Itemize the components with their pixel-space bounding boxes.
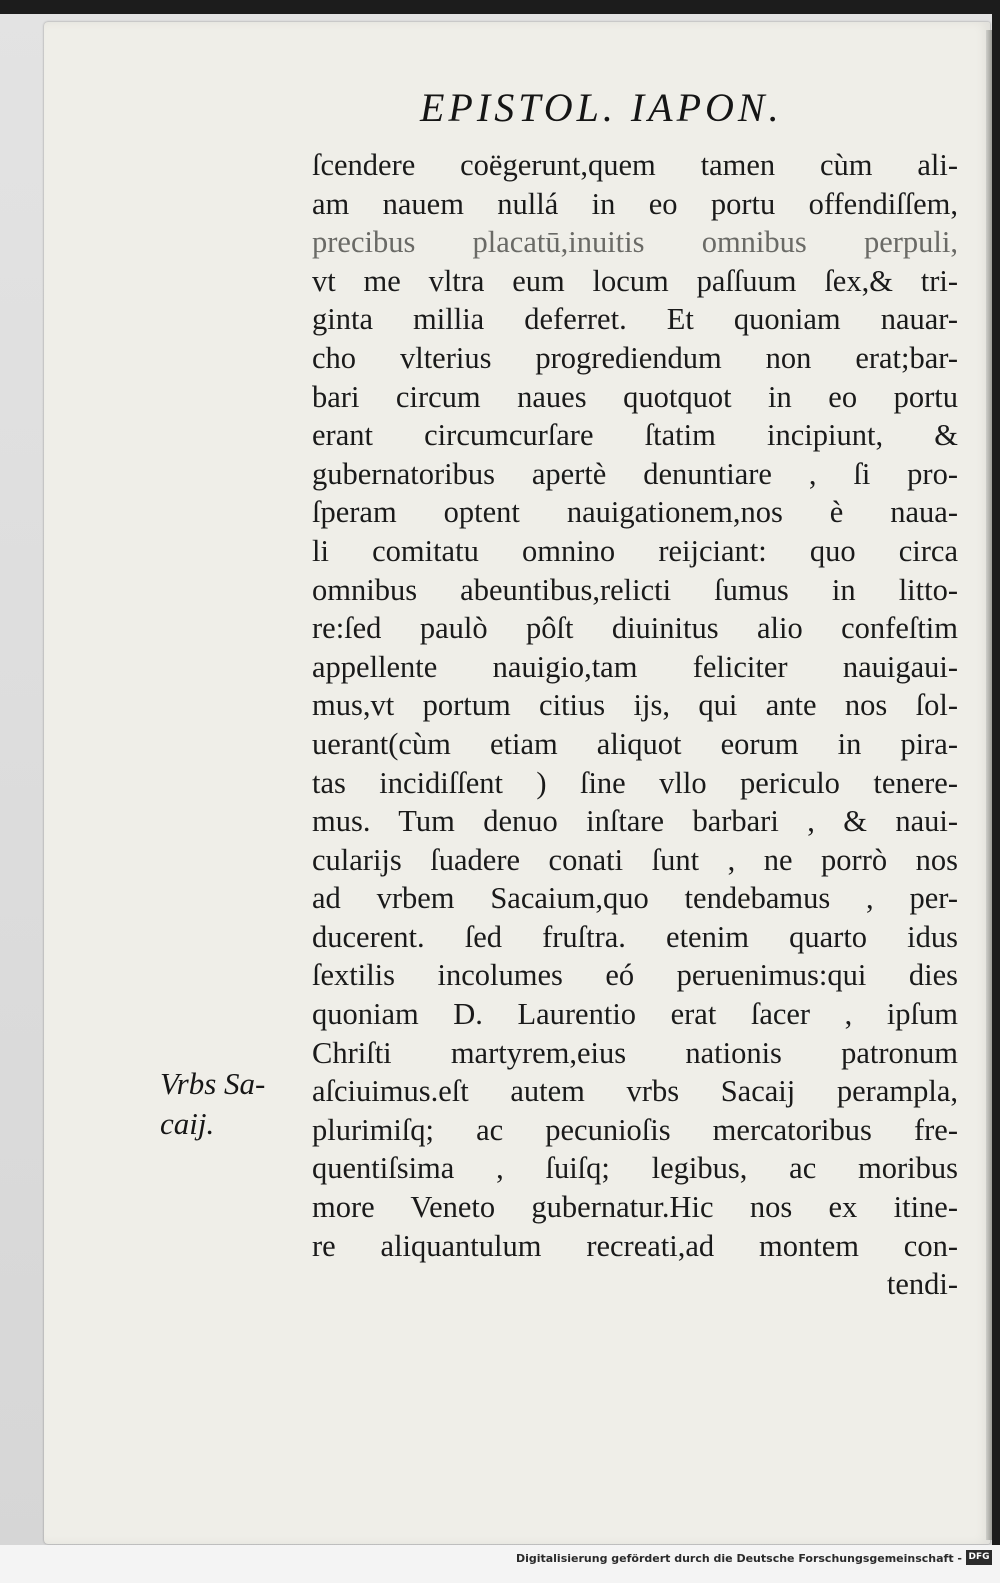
text-line: more Veneto gubernatur.Hic nos ex itine- xyxy=(312,1190,958,1225)
text-line: ſextilis incolumes eó peruenimus:qui dies xyxy=(312,958,958,993)
text-line: ad vrbem Sacaium,quo tendebamus , per- xyxy=(312,881,958,916)
text-line: aſciuimus.eſt autem vrbs Sacaij perampla, xyxy=(312,1074,958,1109)
text-line: re:ſed paulò pôſt diuinitus alio confeſtim xyxy=(312,611,958,646)
text-line: ſperam optent nauigationem,nos è naua- xyxy=(312,495,958,530)
text-line: am nauem nullá in eo portu offendiſſem, xyxy=(312,186,958,221)
marginal-note-line: Vrbs Sa- xyxy=(160,1066,266,1101)
text-line: plurimiſq; ac pecunioſis mercatoribus fre- xyxy=(312,1112,958,1147)
text-line: erant circumcurſare ſtatim incipiunt, & xyxy=(312,418,958,453)
digitization-credit: Digitalisierung gefördert durch die Deutsche Forschungsgemeinschaft - xyxy=(515,1552,962,1565)
text-line: Chriſti martyrem,eius nationis patronum xyxy=(312,1035,958,1070)
text-line: bari circum naues quotquot in eo portu xyxy=(312,379,958,414)
catchword: tendi- xyxy=(886,1267,958,1302)
text-line: uerant(cùm etiam aliquot eorum in pira- xyxy=(312,726,958,761)
text-line: ſcendere coëgerunt,quem tamen cùm ali- xyxy=(312,148,958,182)
marginal-note xyxy=(160,1064,300,1144)
text-line: ducerent. ſed fruſtra. etenim quarto idus xyxy=(312,919,958,954)
text-line: cho vlterius progrediendum non erat;bar- xyxy=(312,340,958,375)
dfg-logo: DFG xyxy=(966,1550,992,1565)
scan-top-border xyxy=(0,0,1000,14)
text-line: tas incidiſſent ) ſine vllo periculo tenere- xyxy=(312,765,958,800)
marginal-note-line: caij. xyxy=(160,1106,215,1141)
text-line: omnibus abeuntibus,relicti ſumus in litto- xyxy=(312,572,958,607)
scan-right-border xyxy=(992,0,1000,1545)
text-line: quentiſsima , ſuiſq; legibus, ac moribus xyxy=(312,1151,958,1186)
text-line: mus,vt portum citius ijs, qui ante nos ſol- xyxy=(312,688,958,723)
text-line: gubernatoribus apertè denuntiare , ſi pro- xyxy=(312,456,958,491)
text-line: ginta millia deferret. Et quoniam nauar- xyxy=(312,302,958,337)
text-line: appellente nauigio,tam feliciter nauigaui- xyxy=(312,649,958,684)
text-line: mus. Tum denuo inſtare barbari , & naui- xyxy=(312,804,958,839)
running-header: EPISTOL. IAPON. xyxy=(420,85,783,130)
text-line: quoniam D. Laurentio erat ſacer , ipſum xyxy=(312,997,958,1032)
text-line: li comitatu omnino reijciant: quo circa xyxy=(312,533,958,568)
text-line: precibus placatū,inuitis omnibus perpuli, xyxy=(312,225,958,260)
body-text-block xyxy=(312,146,958,1304)
text-line: vt me vltra eum locum paſſuum ſex,& tri- xyxy=(312,263,958,298)
text-line: re aliquantulum recreati,ad montem con- xyxy=(312,1228,958,1263)
text-line: cularijs ſuadere conati ſunt , ne porrò nos xyxy=(312,842,958,877)
